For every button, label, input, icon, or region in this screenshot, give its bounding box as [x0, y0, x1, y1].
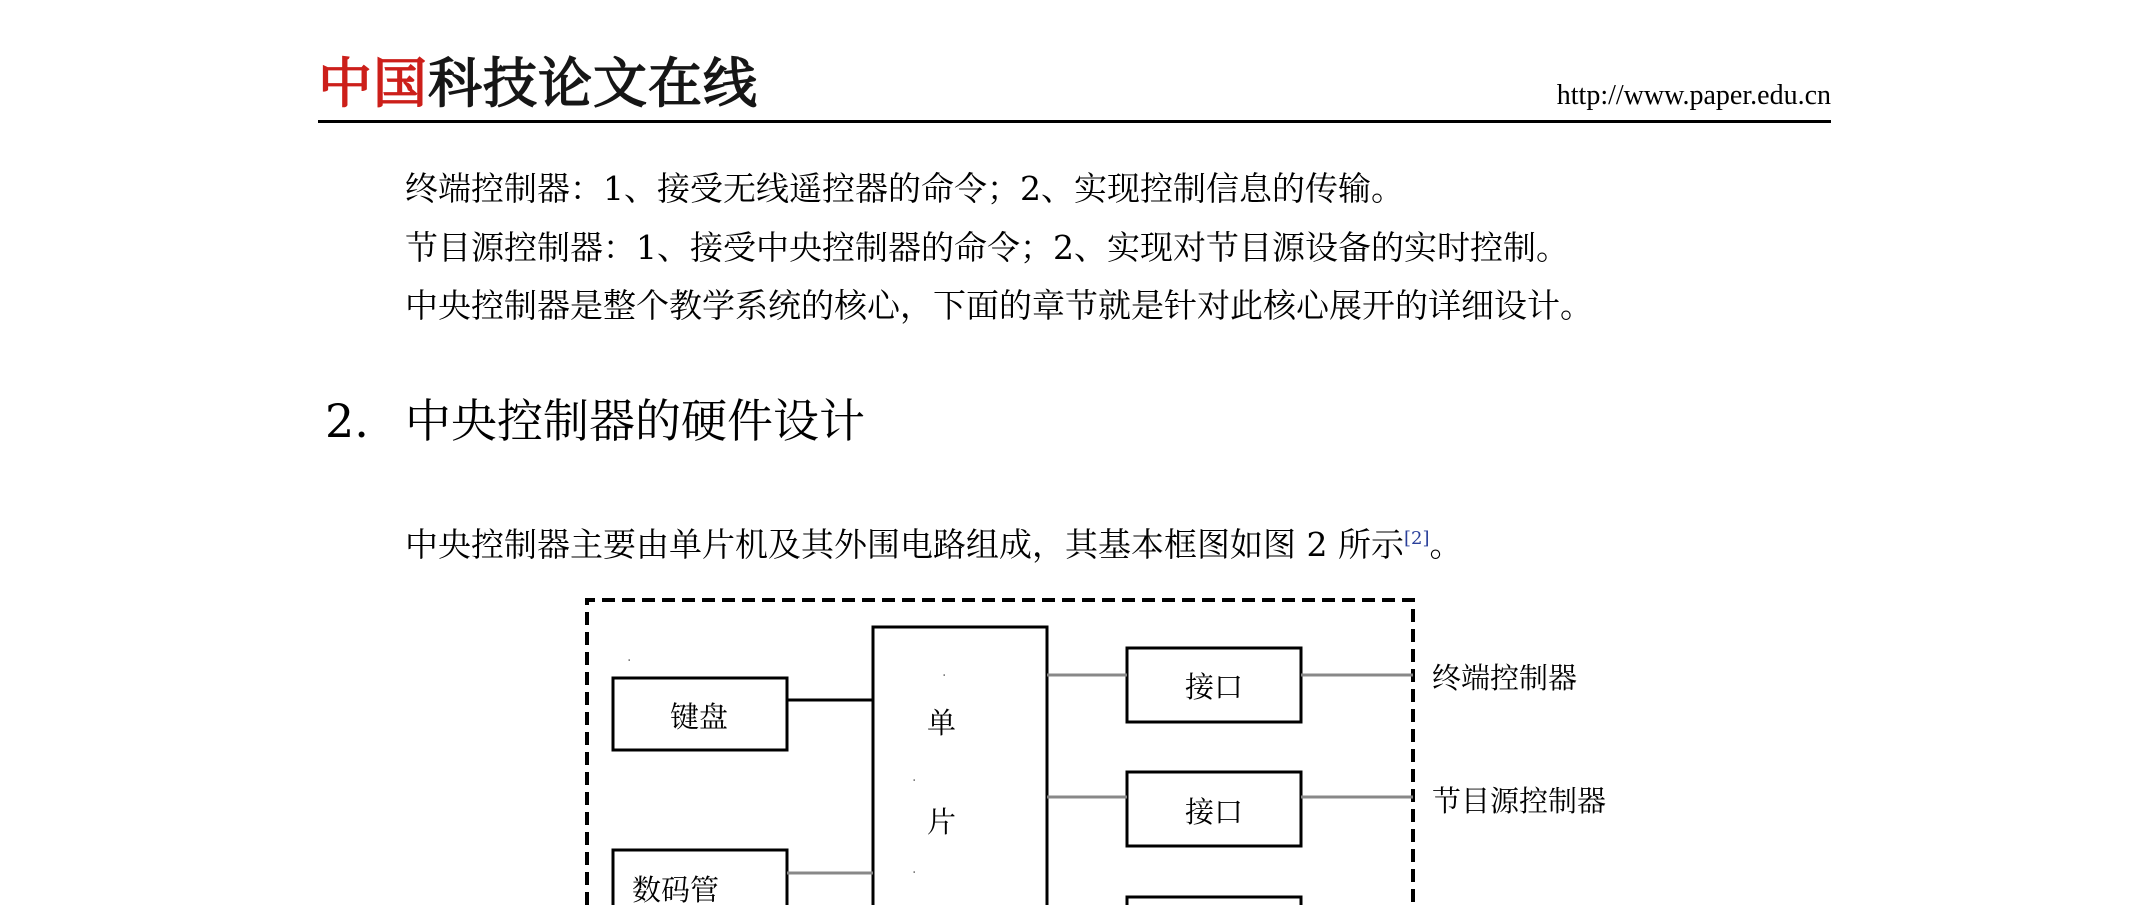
mcu-label-char2: 片: [927, 805, 957, 839]
section-title: 中央控制器的硬件设计: [405, 394, 865, 448]
dot-mark: ·: [942, 668, 947, 684]
paragraph-core: 中央控制器是整个教学系统的核心，下面的章节就是针对此核心展开的详细设计。: [405, 286, 1593, 325]
header-url[interactable]: http://www.paper.edu.cn: [1556, 80, 1831, 111]
block-diagram: [570, 585, 1680, 905]
intro-end: 。: [1429, 525, 1463, 564]
dot-mark: ·: [912, 865, 917, 881]
interface-label-2: 接口: [1185, 795, 1244, 829]
site-logo: [318, 54, 758, 114]
mcu-box: [873, 627, 1047, 905]
logo-dark-text: 科技论文在线: [428, 52, 758, 115]
paragraph-intro: [405, 525, 1463, 564]
terminal-controller-label: 终端控制器: [1432, 661, 1578, 695]
keyboard-label: 键盘: [670, 700, 729, 734]
mcu-label-char1: 单: [927, 706, 957, 740]
header-rule: [318, 120, 1831, 123]
dot-mark: ·: [912, 773, 917, 789]
logo-red-text: 中国: [318, 52, 428, 115]
section-heading: [325, 394, 865, 448]
dot-mark: ·: [627, 653, 632, 669]
intro-text: 中央控制器主要由单片机及其外围电路组成，其基本框图如图 2 所示: [405, 525, 1404, 564]
interface-box-3: [1127, 897, 1301, 905]
paragraph-terminal: 终端控制器：1、接受无线遥控器的命令；2、实现控制信息的传输。: [405, 169, 1404, 208]
display-label: 数码管: [632, 873, 720, 905]
section-number: 2.: [325, 394, 369, 448]
source-controller-label: 节目源控制器: [1432, 784, 1607, 818]
interface-label-1: 接口: [1185, 670, 1244, 704]
citation-link[interactable]: [2]: [1403, 528, 1430, 549]
paragraph-source: 节目源控制器：1、接受中央控制器的命令；2、实现对节目源设备的实时控制。: [405, 228, 1569, 267]
